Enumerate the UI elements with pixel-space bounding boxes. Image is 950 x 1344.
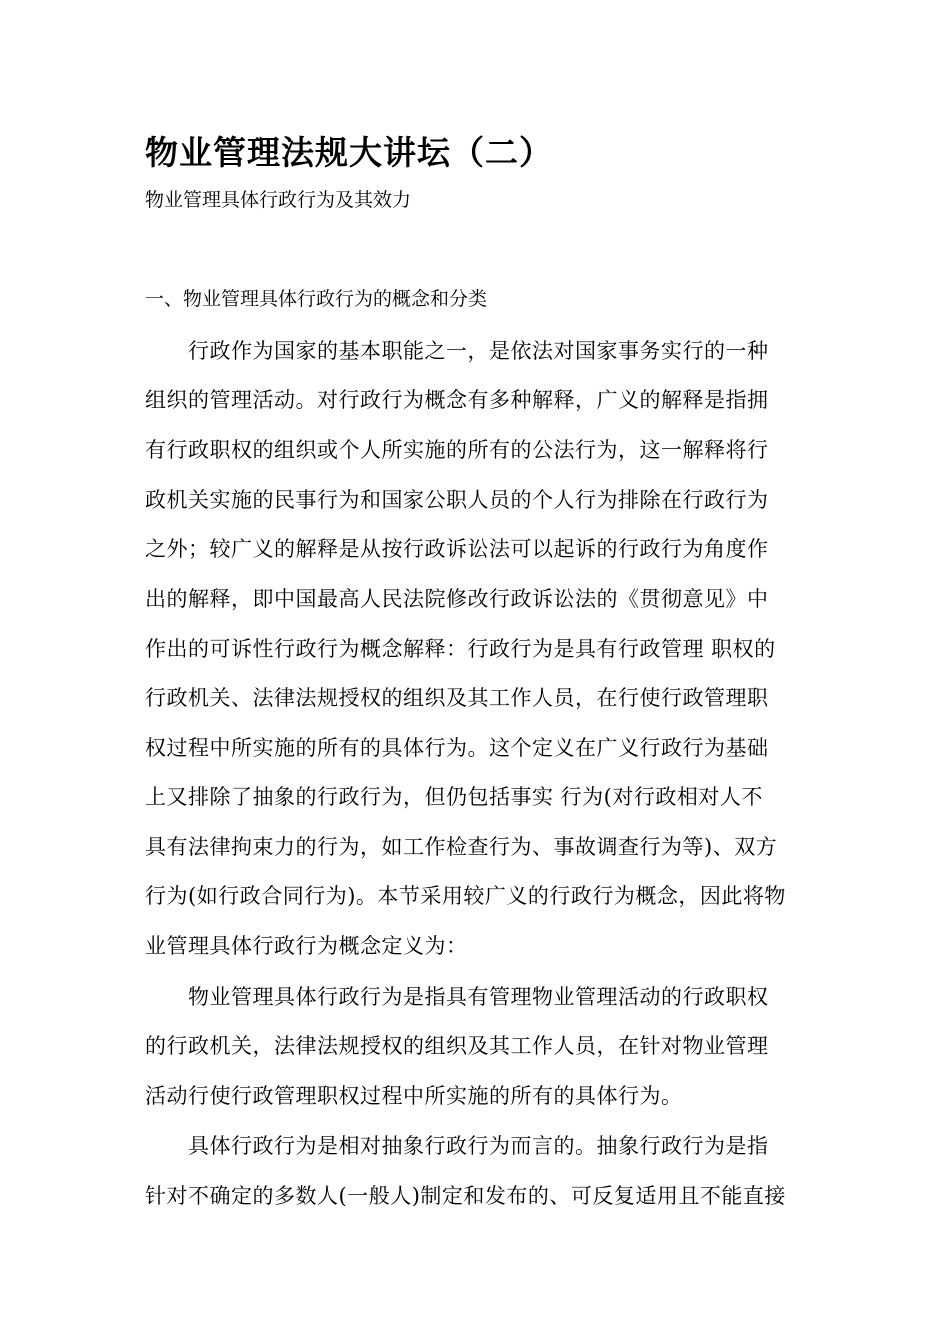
document-subtitle: 物业管理具体行政行为及其效力 bbox=[145, 189, 412, 211]
paragraph-1-line: 权过程中所实施的所有的具体行为。这个定义在广义行政行为基础 bbox=[145, 736, 769, 760]
paragraph-1-line: 行为(如行政合同行为)。本节采用较广义的行政行为概念，因此将物 bbox=[145, 884, 786, 908]
paragraph-1-line: 有行政职权的组织或个人所实施的所有的公法行为，这一解释将行 bbox=[145, 438, 769, 462]
paragraph-1-line: 之外；较广义的解释是从按行政诉讼法可以起诉的行政行为角度作 bbox=[145, 537, 769, 561]
paragraph-1-line: 行政机关、法律法规授权的组织及其工作人员，在行使行政管理职 bbox=[145, 686, 769, 710]
paragraph-1-line: 出的解释，即中国最高人民法院修改行政诉讼法的《贯彻意见》中 bbox=[145, 587, 769, 611]
paragraph-1-line: 政机关实施的民事行为和国家公职人员的个人行为排除在行政行为 bbox=[145, 488, 769, 512]
paragraph-1-line: 行政作为国家的基本职能之一，是依法对国家事务实行的一种 bbox=[188, 339, 769, 363]
paragraph-3-line: 具体行政行为是相对抽象行政行为而言的。抽象行政行为是指 bbox=[188, 1134, 769, 1158]
paragraph-2-line: 物业管理具体行政行为是指具有管理物业管理活动的行政职权 bbox=[188, 985, 769, 1009]
paragraph-3-line: 针对不确定的多数人(一般人)制定和发布的、可反复适用且不能直接 bbox=[145, 1184, 786, 1208]
paragraph-1-line: 业管理具体行政行为概念定义为： bbox=[145, 934, 468, 958]
paragraph-1-line: 上又排除了抽象的行政行为，但仍包括事实 行为(对行政相对人不 bbox=[145, 785, 763, 809]
paragraph-2-line: 活动行使行政管理职权过程中所实施的所有的具体行为。 bbox=[145, 1084, 683, 1108]
document-title: 物业管理法规大讲坛（二） bbox=[145, 133, 553, 172]
paragraph-1-line: 组织的管理活动。对行政行为概念有多种解释，广义的解释是指拥 bbox=[145, 388, 769, 412]
paragraph-1-line: 具有法律拘束力的行为，如工作检查行为、事故调查行为等)、双方 bbox=[145, 835, 778, 859]
paragraph-2-line: 的行政机关，法律法规授权的组织及其工作人员，在针对物业管理 bbox=[145, 1034, 769, 1058]
section-heading: 一、物业管理具体行政行为的概念和分类 bbox=[145, 288, 488, 310]
paragraph-1-line: 作出的可诉性行政行为概念解释：行政行为是具有行政管理 职权的 bbox=[145, 637, 776, 661]
